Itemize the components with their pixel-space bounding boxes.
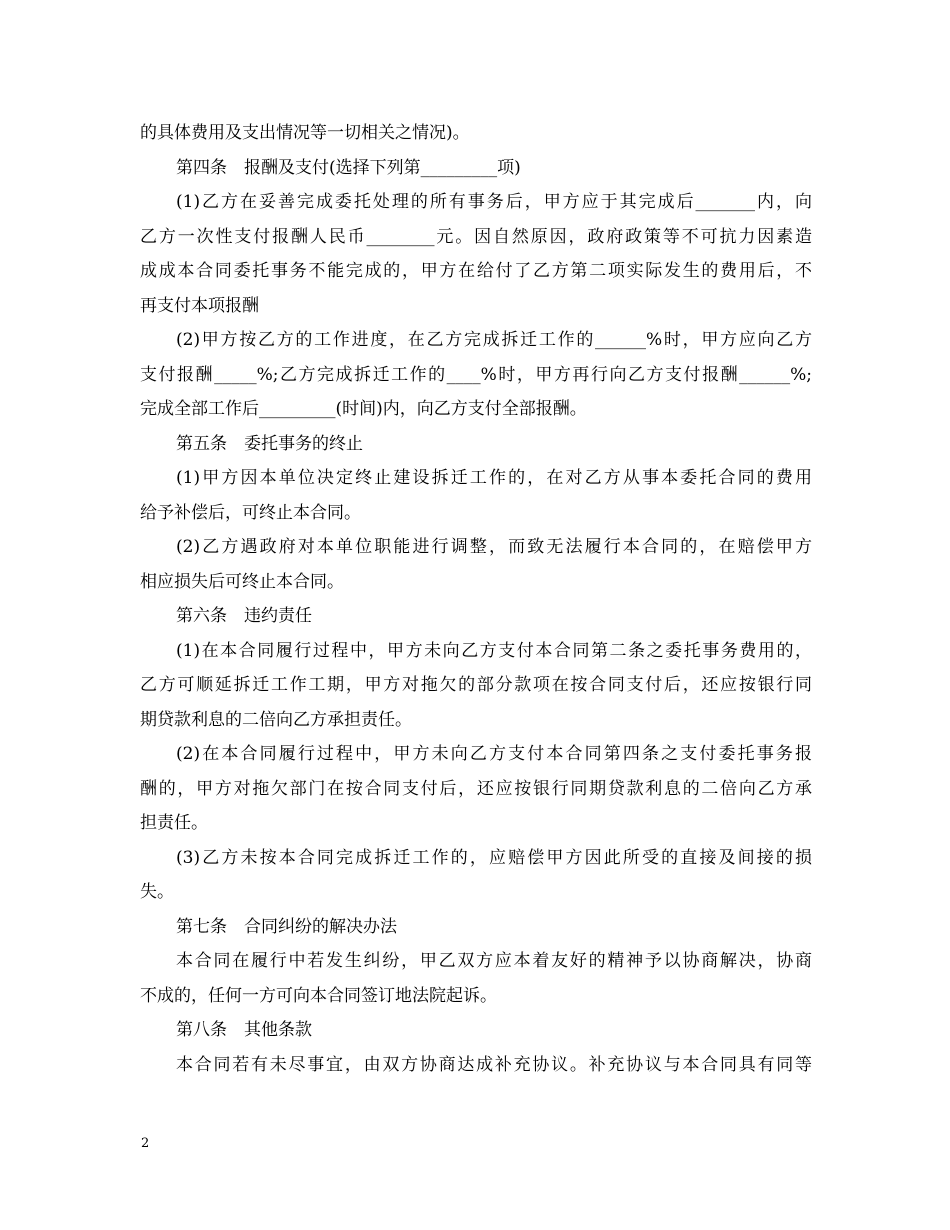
text-line: 第五条 委托事务的终止 bbox=[176, 433, 363, 454]
document-body bbox=[140, 116, 812, 1082]
text-line: 第六条 违约责任 bbox=[176, 606, 312, 626]
text-line: (1)在本合同履行过程中，甲方未向乙方支付本合同第二条之委托事务费用的， bbox=[176, 640, 812, 661]
text-line: (2)在本合同履行过程中，甲方未向乙方支付本合同第四条之支付委托事务报 bbox=[176, 744, 812, 764]
text-line: (1)乙方在妥善完成委托处理的所有事务后，甲方应于其完成后_______内，向 bbox=[176, 192, 812, 212]
text-line: 完成全部工作后_________(时间)内，向乙方支付全部报酬。 bbox=[140, 399, 587, 419]
text-line: 酬的，甲方对拖欠部门在按合同支付后，还应按银行同期贷款利息的二倍向乙方承 bbox=[140, 778, 812, 799]
text-line: 失。 bbox=[140, 882, 174, 902]
text-line: 期贷款利息的二倍向乙方承担责任。 bbox=[140, 709, 412, 730]
text-line: 第四条 报酬及支付(选择下列第_________项) bbox=[176, 157, 521, 178]
text-line: 成成本合同委托事务不能完成的，甲方在给付了乙方第二项实际发生的费用后，不 bbox=[140, 261, 812, 281]
text-line: 担责任。 bbox=[140, 813, 208, 833]
text-line: 的具体费用及支出情况等一切相关之情况)。 bbox=[140, 123, 470, 143]
text-line: (3)乙方未按本合同完成拆迁工作的，应赔偿甲方因此所受的直接及间接的损 bbox=[176, 847, 812, 868]
text-line: 不成的，任何一方可向本合同签订地法院起诉。 bbox=[140, 985, 497, 1006]
text-line: 本合同在履行中若发生纠纷，甲乙双方应本着友好的精神予以协商解决，协商 bbox=[176, 951, 812, 971]
text-line: 本合同若有未尽事宜，由双方协商达成补充协议。补充协议与本合同具有同等 bbox=[176, 1054, 812, 1075]
text-line: 支付报酬_____%;乙方完成拆迁工作的____%时，甲方再行向乙方支付报酬______%; bbox=[140, 364, 812, 385]
text-line: 第七条 合同纠纷的解决办法 bbox=[176, 916, 397, 937]
text-line: 第八条 其他条款 bbox=[176, 1020, 312, 1040]
page-number: 2 bbox=[141, 1136, 150, 1151]
text-line: (2)甲方按乙方的工作进度，在乙方完成拆迁工作的______%时，甲方应向乙方 bbox=[176, 330, 812, 350]
text-line: (2)乙方遇政府对本单位职能进行调整，而致无法履行本合同的，在赔偿甲方 bbox=[176, 537, 812, 557]
text-line: 给予补偿后，可终止本合同。 bbox=[140, 502, 361, 523]
text-line: 相应损失后可终止本合同。 bbox=[140, 571, 344, 592]
text-line: 再支付本项报酬 bbox=[140, 295, 259, 316]
text-line: (1)甲方因本单位决定终止建设拆迁工作的，在对乙方从事本委托合同的费用 bbox=[176, 468, 812, 488]
text-line: 乙方一次性支付报酬人民币________元。因自然原因，政府政策等不可抗力因素造 bbox=[140, 226, 812, 247]
text-line: 乙方可顺延拆迁工作工期，甲方对拖欠的部分款项在按合同支付后，还应按银行同 bbox=[140, 675, 812, 695]
